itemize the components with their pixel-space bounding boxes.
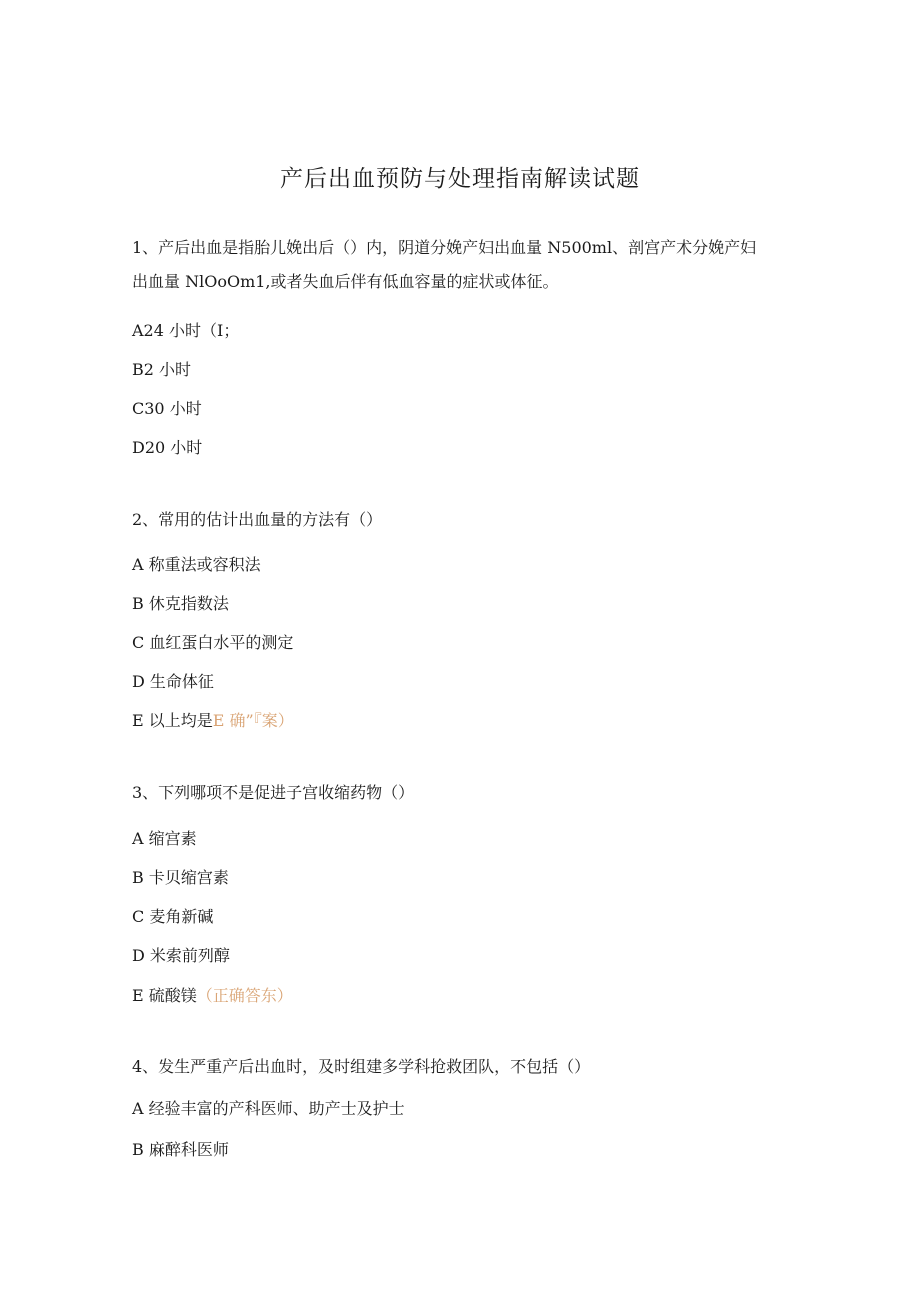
question-2-stem: 2、常用的估计出血量的方法有（） — [132, 510, 383, 529]
question-3-option-e — [132, 983, 293, 1006]
question-3-option-e-text: E 硫酸镁 — [132, 986, 197, 1005]
question-4-option-a: A 经验丰富的产科医师、助产士及护士 — [132, 1099, 405, 1118]
question-3-stem: 3、下列哪项不是促进子宫收缩药物（） — [132, 783, 415, 802]
question-2-option-b: B 休克指数法 — [132, 594, 229, 613]
question-2-option-e — [132, 708, 294, 731]
question-2-option-a: A 称重法或容积法 — [132, 555, 261, 574]
question-3-option-b: B 卡贝缩宫素 — [132, 868, 229, 887]
correct-answer-note: E 确”『案） — [212, 711, 294, 730]
question-1-option-b: B2 小时 — [132, 360, 192, 379]
question-1-option-d: D20 小时 — [132, 438, 203, 457]
question-1-stem-line-1: 1、产后出血是指胎儿娩出后（）内，阴道分娩产妇出血量 N500ml、剖宫产术分娩产妇 — [132, 238, 757, 257]
question-2-option-c: C 血红蛋白水平的测定 — [132, 633, 294, 652]
question-2-option-e-text: E 以上均是 — [132, 711, 213, 730]
correct-answer-note: （正确答东） — [196, 986, 293, 1005]
question-4-option-b: B 麻醉科医师 — [132, 1140, 229, 1159]
document-title: 产后出血预防与处理指南解读试题 — [280, 166, 640, 192]
question-4-stem: 4、发生严重产后出血时，及时组建多学科抢救团队，不包括（） — [132, 1057, 591, 1076]
question-1-stem-line-2: 出血量 NlOoOm1,或者失血后伴有低血容量的症状或体征。 — [132, 272, 559, 291]
question-3-option-d: D 米索前列醇 — [132, 946, 230, 965]
question-3-option-c: C 麦角新碱 — [132, 907, 214, 926]
question-3-option-a: A 缩宫素 — [132, 829, 197, 848]
question-1-option-a: A24 小时（I； — [132, 321, 240, 340]
question-2-option-d: D 生命体征 — [132, 672, 214, 691]
question-1-option-c: C30 小时 — [132, 399, 202, 418]
